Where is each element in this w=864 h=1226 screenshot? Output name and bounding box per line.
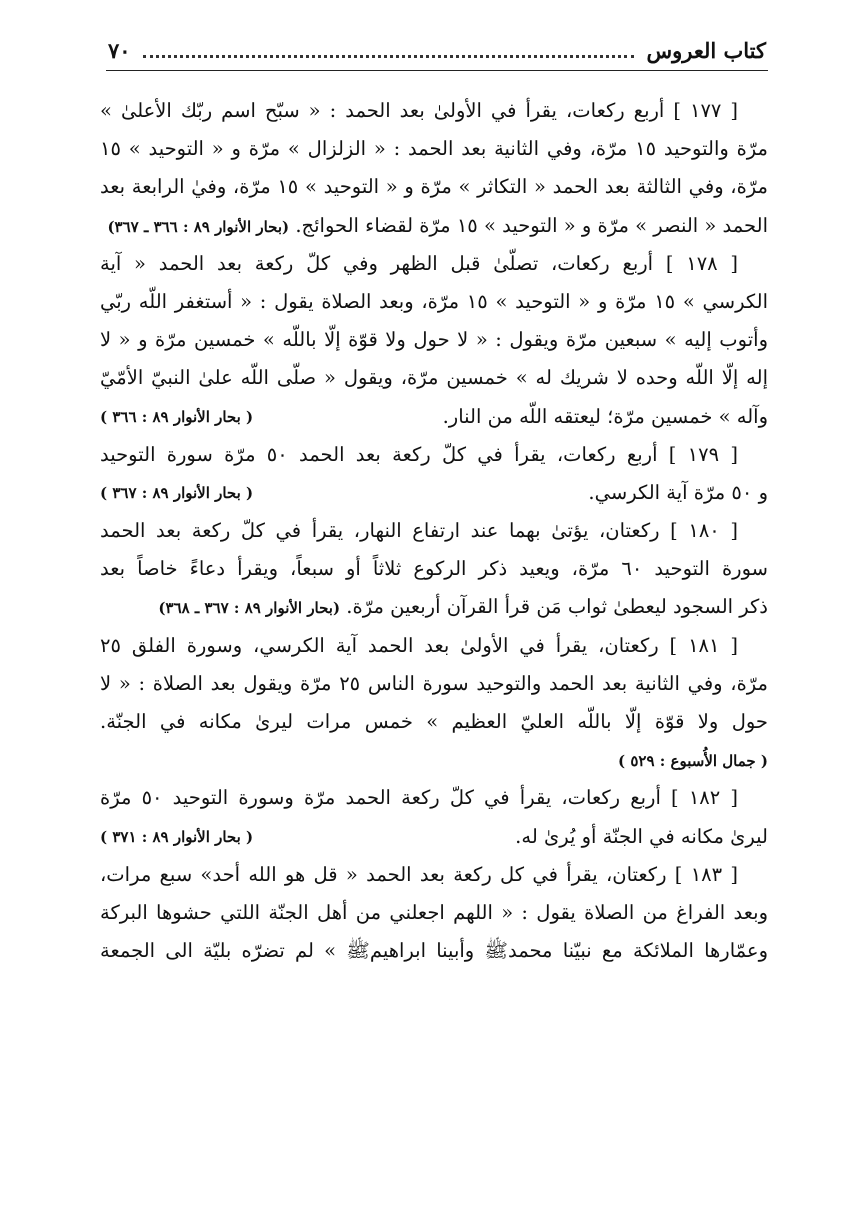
line-text: الحمد « النصر » مرّة و « التوحيد » ١٥ مرّة لقضاء الحوائج. bbox=[295, 213, 768, 237]
line-text: حول ولا قوّة إلّا باللّه العليّ العظيم » خمس مرات ليرىٰ مكانه في الجنّة. bbox=[100, 710, 768, 733]
text-line bbox=[100, 550, 768, 588]
text-line bbox=[100, 588, 768, 626]
header-dotted-leader bbox=[143, 55, 635, 58]
header-rule bbox=[106, 70, 768, 71]
text-line bbox=[100, 283, 768, 321]
page-body bbox=[100, 92, 768, 970]
citation: ( جمال الأُسبوع : ٥٢٩ ) bbox=[618, 752, 768, 771]
text-line bbox=[100, 512, 768, 550]
text-line bbox=[100, 436, 768, 474]
text-line bbox=[100, 245, 768, 283]
line-text: وآله » خمسين مرّة؛ ليعتقه اللّه من النار. bbox=[442, 404, 768, 428]
line-text: مرّة، وفي الثانية بعد الحمد والتوحيد سورة الناس ٢٥ مرّة ويقول بعد الصلاة : « لا bbox=[100, 671, 768, 695]
line-text: [ ١٧٧ ] أربع ركعات، يقرأ في الأولىٰ بعد الحمد : « سبّح اسم ربّك الأعلىٰ » bbox=[100, 99, 739, 122]
citation: ( بحار الأنوار ٨٩ : ٣٦٧ ) bbox=[100, 483, 254, 502]
text-line bbox=[100, 207, 768, 245]
text-line bbox=[100, 168, 768, 206]
line-text: وبعد الفراغ من الصلاة يقول : « اللهم اجعلني من أهل الجنّة اللتي حشوها البركة bbox=[100, 900, 768, 924]
text-line bbox=[100, 703, 768, 741]
running-title: كتاب العروس bbox=[646, 37, 766, 63]
text-line bbox=[100, 856, 768, 894]
line-text: [ ١٨١ ] ركعتان، يقرأ في الأولىٰ بعد الحمد آية الكرسي، وسورة الفلق ٢٥ bbox=[100, 633, 739, 657]
page-number: ٧٠ bbox=[108, 37, 131, 63]
text-line bbox=[100, 627, 768, 665]
line-text: [ ١٨٣ ] ركعتان، يقرأ في كل ركعة بعد الحمد « قل هو الله أحد» سبع مرات، bbox=[100, 862, 738, 886]
text-line bbox=[100, 818, 768, 856]
text-line bbox=[100, 894, 768, 932]
line-text: الكرسي » ١٥ مرّة و « التوحيد » ١٥ مرّة، وبعد الصلاة يقول : « أستغفر اللّه ربّي bbox=[100, 289, 768, 313]
line-text: ليرىٰ مكانه في الجنّة أو يُرىٰ له. bbox=[515, 824, 768, 848]
line-text: سورة التوحيد ٦٠ مرّة، ويعيد ذكر الركوع ثلاثاً أو سبعاً، ويقرأ دعاءً خاصاً بعد bbox=[100, 557, 768, 581]
line-text: [ ١٧٩ ] أربع ركعات، يقرأ في كلّ ركعة بعد الحمد ٥٠ مرّة سورة التوحيد bbox=[100, 442, 738, 466]
text-line bbox=[100, 321, 768, 359]
text-line bbox=[100, 779, 768, 817]
citation: (بحار الأنوار ٨٩ : ٣٦٧ ـ ٣٦٨) bbox=[158, 599, 341, 618]
text-line bbox=[100, 741, 768, 779]
text-line bbox=[100, 932, 768, 970]
text-line bbox=[100, 92, 768, 130]
citation: (بحار الأنوار ٨٩ : ٣٦٦ ـ ٣٦٧) bbox=[107, 217, 290, 236]
text-line bbox=[100, 474, 768, 512]
citation: ( بحار الأنوار ٨٩ : ٣٦٦ ) bbox=[100, 407, 254, 426]
line-text: [ ١٨٠ ] ركعتان، يؤتىٰ بهما عند ارتفاع النهار، يقرأ في كلّ ركعة بعد الحمد bbox=[100, 519, 738, 543]
line-text: [ ١٨٢ ] أربع ركعات، يقرأ في كلّ ركعة الحمد مرّة وسورة التوحيد ٥٠ مرّة bbox=[100, 786, 738, 810]
line-text: و ٥٠ مرّة آية الكرسي. bbox=[588, 480, 768, 504]
citation: ( بحار الأنوار ٨٩ : ٣٧١ ) bbox=[100, 827, 254, 846]
text-line bbox=[100, 665, 768, 703]
line-text: مرّة والتوحيد ١٥ مرّة، وفي الثانية بعد الحمد : « الزلزال » مرّة و « التوحيد » ١٥ bbox=[100, 137, 768, 161]
line-text: مرّة، وفي الثالثة بعد الحمد « التكاثر » مرّة و « التوحيد » ١٥ مرّة، وفيٰ الرابعة بعد bbox=[100, 175, 768, 199]
page-header bbox=[108, 30, 766, 70]
text-line bbox=[100, 130, 768, 168]
line-text: وعمّارها الملائكة مع نبيّنا محمدﷺ وأبينا ابراهيمﷺ » لم تضرّه بليّة الى الجمعة bbox=[100, 939, 768, 963]
line-text: وأتوب إليه » سبعين مرّة ويقول : « لا حول ولا قوّة إلّا باللّه » خمسين مرّة و « لا bbox=[100, 328, 768, 352]
line-text: ذكر السجود ليعطىٰ ثواب مَن قرأ القرآن أربعين مرّة. bbox=[346, 595, 768, 619]
line-text: [ ١٧٨ ] أربع ركعات، تصلّىٰ قبل الظهر وفي كلّ ركعة بعد الحمد « آية bbox=[100, 251, 739, 275]
line-text: إله إلّا اللّه وحده لا شريك له » خمسين مرّة، ويقول « صلّى اللّه علىٰ النبيّ الأمّيّ bbox=[100, 366, 768, 390]
text-line bbox=[100, 359, 768, 397]
text-line bbox=[100, 398, 768, 436]
